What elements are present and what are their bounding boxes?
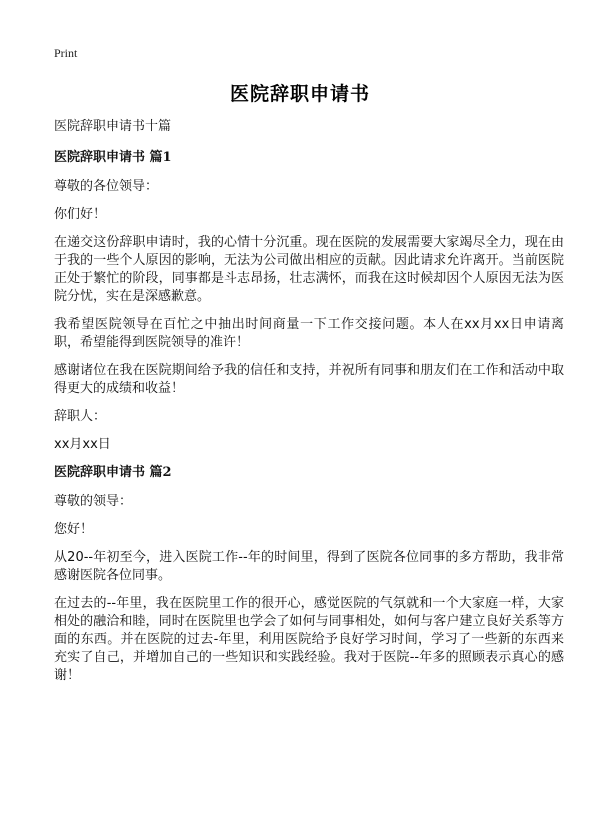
print-label: Print bbox=[54, 46, 78, 60]
signature-label: 辞职人： bbox=[54, 409, 107, 424]
greeting: 你们好！ bbox=[54, 207, 107, 222]
section-heading-1: 医院辞职申请书 篇1 bbox=[54, 150, 172, 165]
body-paragraph: 在过去的--年里，我在医院里工作的很开心，感觉医院的气氛就和一个大家庭一样，大家相处的融洽和睦，同时在医院里也学会了如何与同事相处，如何与客户建立良好关系等方面的东西。并在医院的过去-年里，利用医院给予良好学习时间，学习了一些新的东西来充实了自己，并增加自己的一些知识和实践经验。我对于医院--年多的照顾表示真心的感谢！ bbox=[54, 596, 564, 683]
body-paragraph: 从20--年初至今，进入医院工作--年的时间里，得到了医院各位同事的多方帮助，我非常感谢医院各位同事。 bbox=[54, 550, 564, 583]
section-heading-2: 医院辞职申请书 篇2 bbox=[54, 465, 172, 480]
body-paragraph: 我希望医院领导在百忙之中抽出时间商量一下工作交接问题。本人在xx月xx日申请离职，希望能得到医院领导的准许！ bbox=[54, 317, 564, 350]
document-body bbox=[54, 118, 564, 695]
page-title: 医院辞职申请书 bbox=[229, 83, 370, 105]
greeting: 您好！ bbox=[54, 522, 94, 537]
body-paragraph: 感谢诸位在我在医院期间给予我的信任和支持，并祝所有同事和朋友们在工作和活动中取得更大的成绩和收益！ bbox=[54, 363, 564, 396]
body-paragraph: 在递交这份辞职申请时，我的心情十分沉重。现在医院的发展需要大家竭尽全力，现在由于我的一些个人原因的影响，无法为公司做出相应的贡献。因此请求允许离开。当前医院正处于繁忙的阶段，同事都是斗志昂扬，壮志满怀，而我在这时候却因个人原因无法为医院分忧，实在是深感歉意。 bbox=[54, 235, 564, 304]
salutation: 尊敬的各位领导： bbox=[54, 179, 159, 194]
salutation: 尊敬的领导： bbox=[54, 494, 133, 509]
signature-date: xx月xx日 bbox=[54, 437, 111, 452]
document-subtitle: 医院辞职申请书十篇 bbox=[54, 119, 172, 134]
